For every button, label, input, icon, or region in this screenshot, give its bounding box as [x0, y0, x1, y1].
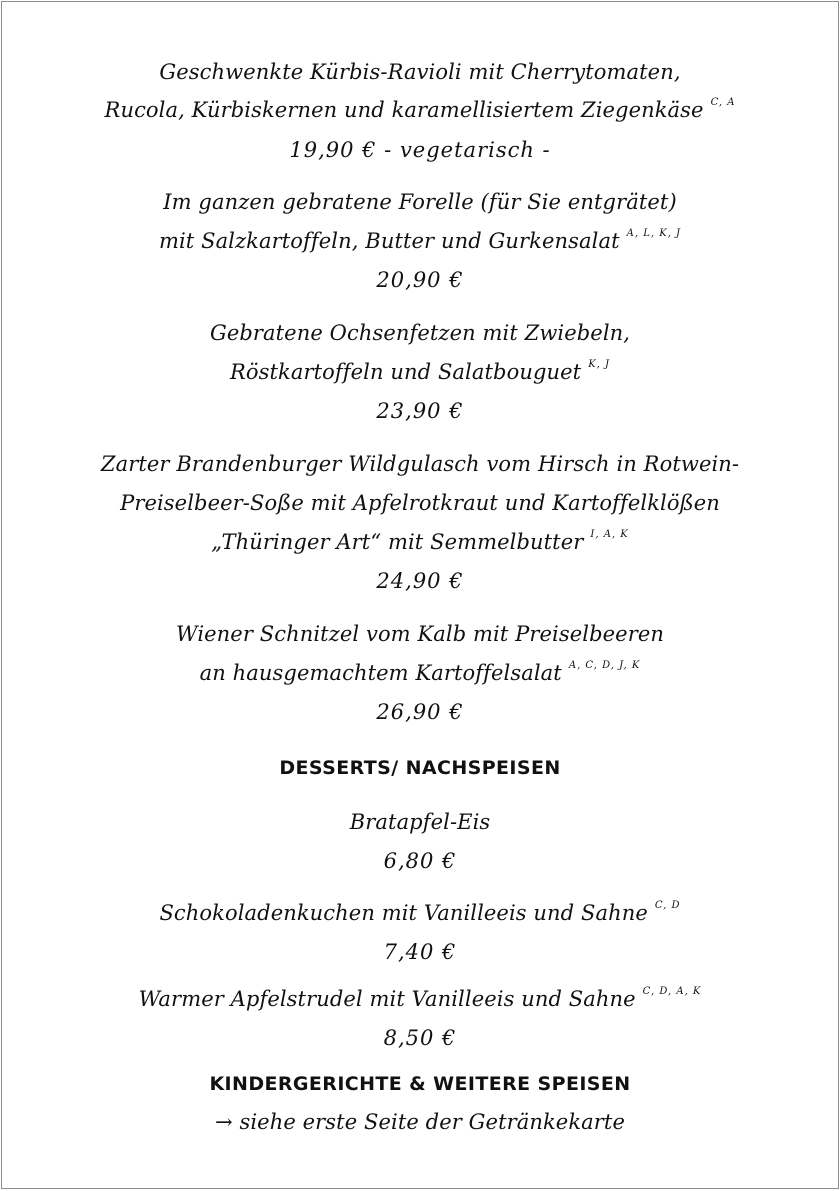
dish-1-line-2-text: Rucola, Kürbiskernen und karamellisiertem Ziegenkäse	[104, 98, 704, 122]
kids-note: → siehe erste Seite der Getränkekarte	[215, 1110, 625, 1134]
dish-2-price: 20,90 €	[376, 268, 464, 292]
dessert-2-line	[2, 899, 838, 927]
dish-2-allergens: A, L, K, J	[626, 228, 682, 239]
dish-2-line-2	[2, 227, 838, 255]
dish-4-line-2: Preiselbeer-Soße mit Apfelrotkraut und Kartoffelklößen	[120, 491, 720, 515]
dish-3-price: 23,90 €	[376, 399, 464, 423]
dish-2-line-1: Im ganzen gebratene Forelle (für Sie entgrätet)	[163, 190, 677, 214]
menu-page	[1, 1, 839, 1189]
dish-5-line-1: Wiener Schnitzel vom Kalb mit Preiselbeeren	[176, 622, 664, 646]
dish-3-allergens: K, J	[588, 359, 611, 370]
dish-4-line-3-text: „Thüringer Art“ mit Semmelbutter	[211, 530, 584, 554]
dessert-3-allergens: C, D, A, K	[642, 986, 702, 997]
dish-4-line-3	[2, 528, 838, 556]
dish-5-price: 26,90 €	[376, 700, 464, 724]
dessert-3-line	[2, 985, 838, 1013]
dish-3-line-1: Gebratene Ochsenfetzen mit Zwiebeln,	[209, 321, 631, 345]
dish-3-line-2-text: Röstkartoffeln und Salatbouguet	[229, 360, 582, 384]
dish-3-line-2	[2, 358, 838, 386]
dish-1-price: 19,90 € - vegetarisch -	[289, 138, 551, 162]
dessert-3-name: Warmer Apfelstrudel mit Vanilleeis und Sahne	[138, 987, 636, 1011]
dessert-3-price: 8,50 €	[383, 1026, 457, 1050]
dish-1-allergens: C, A	[710, 97, 736, 108]
dessert-1-price: 6,80 €	[383, 849, 457, 873]
dish-5-line-2	[2, 659, 838, 687]
dessert-1-name: Bratapfel-Eis	[349, 810, 491, 834]
dish-2-line-2-text: mit Salzkartoffeln, Butter und Gurkensalat	[158, 229, 620, 253]
dessert-2-allergens: C, D	[654, 900, 681, 911]
dish-5-allergens: A, C, D, J, K	[568, 660, 641, 671]
dish-1-line-1: Geschwenkte Kürbis-Ravioli mit Cherrytomaten,	[159, 60, 681, 84]
dish-4-line-1: Zarter Brandenburger Wildgulasch vom Hirsch in Rotwein-	[100, 452, 740, 476]
dish-1-line-2	[2, 96, 838, 124]
dish-5-line-2-text: an hausgemachtem Kartoffelsalat	[199, 661, 562, 685]
desserts-heading: DESSERTS/ NACHSPEISEN	[279, 757, 561, 779]
dish-4-price: 24,90 €	[376, 569, 464, 593]
dessert-2-name: Schokoladenkuchen mit Vanilleeis und Sahne	[159, 901, 648, 925]
kids-heading: KINDERGERICHTE & WEITERE SPEISEN	[209, 1073, 631, 1095]
dessert-2-price: 7,40 €	[383, 940, 457, 964]
dish-4-allergens: I, A, K	[590, 529, 629, 540]
